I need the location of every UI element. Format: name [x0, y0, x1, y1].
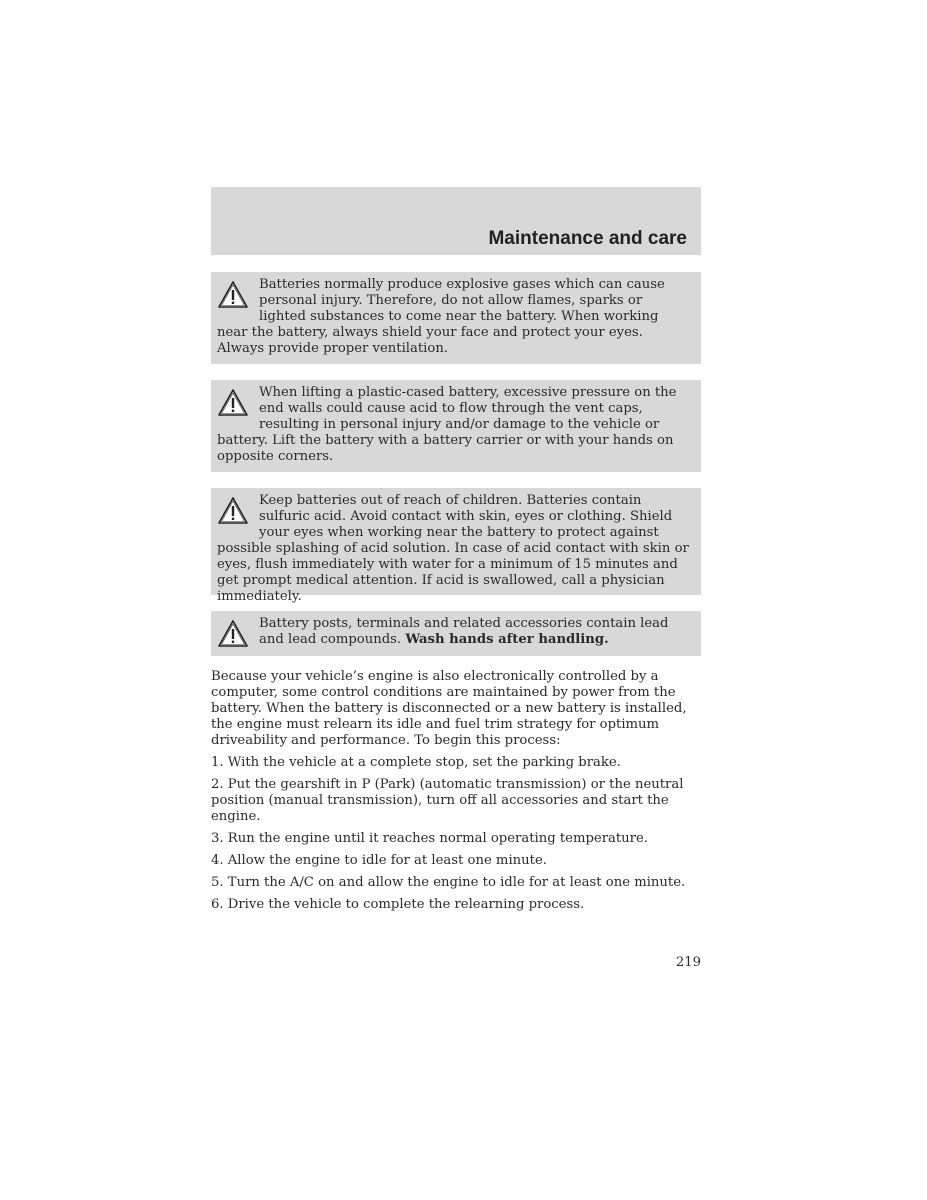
step-item: 3. Run the engine until it reaches normal operating temperature.: [211, 831, 648, 846]
page-number: 219: [675, 955, 701, 970]
warning-emphasis: Wash hands after handling.: [405, 632, 609, 647]
step-item: 4. Allow the engine to idle for at least one minute.: [211, 853, 547, 868]
warning-triangle-icon: [217, 280, 249, 310]
warning-box: [211, 611, 701, 656]
step-item: 5. Turn the A/C on and allow the engine to idle for at least one minute.: [211, 875, 686, 890]
warning-text: Keep batteries out of reach of children. Batteries contain sulfuric acid. Avoid contact with skin, eyes or clothing. Shield your eyes when working near the battery to protect against possible splashing of acid solution. In case of acid contact with skin or eyes, flush immediately with water for a minimum of 15 minutes and get prompt medical attention. If acid is swallowed, call a physician immediately.: [217, 493, 689, 604]
section-title: Maintenance and care: [488, 228, 687, 249]
warning-box: [211, 380, 701, 472]
warning-triangle-icon: [217, 388, 249, 418]
warning-text: When lifting a plastic-cased battery, excessive pressure on the end walls could cause acid to flow through the vent caps, resulting in personal injury and/or damage to the vehicle or battery. Lift the battery with a battery carrier or with your hands on opposite corners.: [217, 385, 677, 464]
warning-triangle-icon: [217, 496, 249, 526]
warning-triangle-icon: [217, 619, 249, 649]
step-item: 2. Put the gearshift in P (Park) (automatic transmission) or the neutral position (manual transmission), turn off all accessories and start the engine.: [211, 777, 684, 824]
warning-text: Battery posts, terminals and related accessories contain lead and lead compounds.: [259, 616, 669, 647]
step-item: 6. Drive the vehicle to complete the relearning process.: [211, 897, 585, 912]
warning-box: [211, 488, 701, 604]
warning-text: Batteries normally produce explosive gases which can cause personal injury. Therefore, do not allow flames, sparks or lighted substances to come near the battery. When working near the battery, always shield your face and protect your eyes. Always provide proper ventilation.: [217, 277, 665, 356]
step-item: 1. With the vehicle at a complete stop, set the parking brake.: [211, 755, 621, 770]
intro-paragraph: Because your vehicle’s engine is also electronically controlled by a computer, some control conditions are maintained by power from the battery. When the battery is disconnected or a new battery is installed, the engine must relearn its idle and fuel trim strategy for optimum driveability and performance. To begin this process:: [211, 669, 687, 748]
section-header-band: [211, 187, 701, 255]
warning-box: [211, 272, 701, 364]
